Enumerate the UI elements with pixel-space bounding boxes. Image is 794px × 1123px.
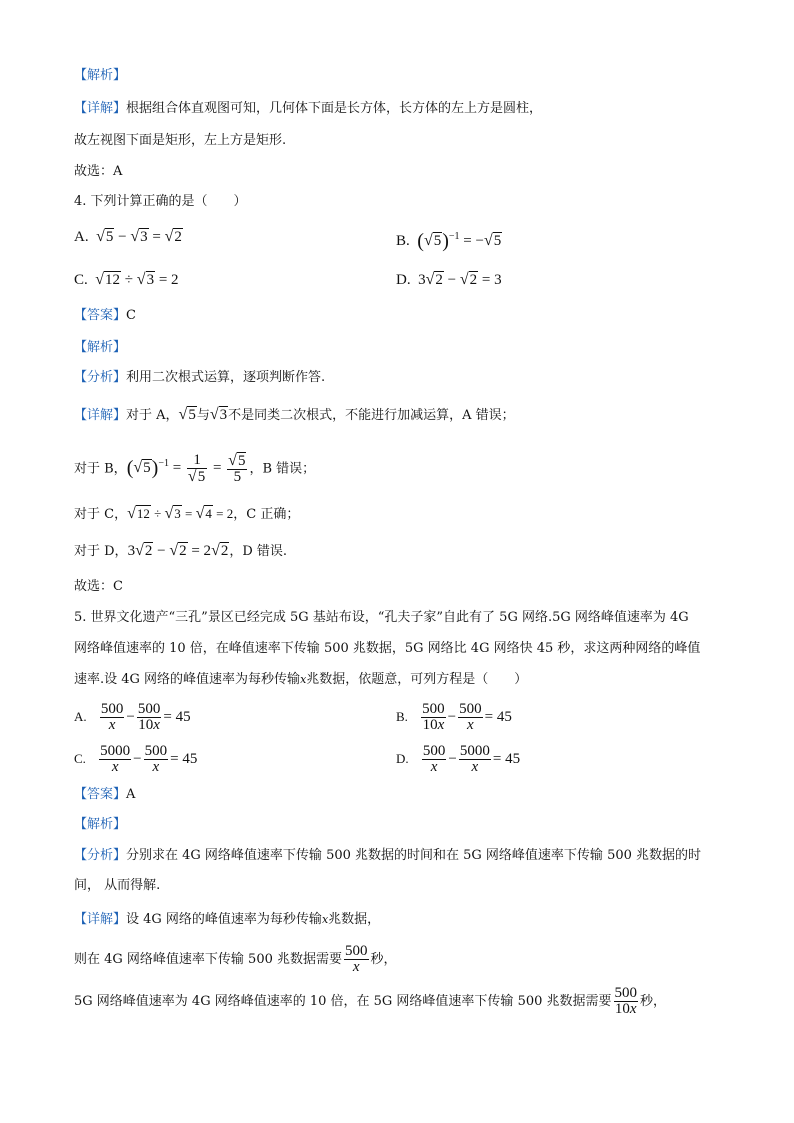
xiangjie-tag: 【详解】	[74, 408, 127, 423]
xiangjie-line-2: 故左视图下面是矩形，左上方是矩形.	[74, 133, 287, 148]
q5-option-c: C. $\frac{5000}{x}$ − $\frac{500}{x}$ = 45	[74, 743, 198, 775]
q4-stem: 4. 下列计算正确的是（ ）	[74, 194, 247, 209]
text-segment: 则在 4G 网络峰值速率下传输 500 兆数据需要	[74, 952, 342, 967]
text-segment: ，B 错误；	[249, 461, 316, 477]
text-segment: 对于 B，	[74, 461, 127, 477]
text-segment: 速率.设 4G 网络的峰值速率为每秒传输	[74, 672, 301, 687]
text-segment: 秒，	[640, 994, 667, 1009]
q4-option-c: C. √12 ÷ √3 = 2	[74, 271, 179, 288]
answer-tag: 【答案】	[74, 787, 127, 802]
text-segment: 兆数据，依题意，可列方程是（ ）	[306, 672, 528, 687]
option-label: C.	[74, 750, 86, 766]
xiangjie-tag: 【详解】	[74, 101, 127, 116]
q4-option-b: B. $(√5)^{-1} = -√5$	[396, 230, 502, 252]
q5-xiangjie-1	[74, 910, 380, 930]
q5-stem-2: 网络峰值速率的 10 倍，在峰值速率下传输 500 兆数据，5G 网络比 4G 网络快 45 秒，求这两种网络的峰值	[74, 641, 701, 656]
q5-stem-3	[74, 670, 527, 690]
q4-fenxi	[74, 368, 325, 388]
q5-option-b: B. $\frac{500}{10x}$ − $\frac{500}{x}$ = 45	[396, 701, 512, 733]
text-segment: 兆数据，	[328, 912, 381, 927]
variable-x: x	[300, 673, 307, 686]
text-segment: ，C 正确；	[233, 507, 300, 522]
text-segment: 与	[196, 408, 210, 423]
q5-xiangjie-3: 5G 网络峰值速率为 4G 网络峰值速率的 10 倍，在 5G 网络峰值速率下传输 500 兆数据需要 $\frac{500}{10x}$ 秒，	[74, 985, 667, 1017]
option-label: B.	[396, 233, 410, 249]
q5-stem-1: 5. 世界文化遗产“三孔”景区已经完成 5G 基站布设，“孔夫子家”自此有了 5G 网络.5G 网络峰值速率为 4G	[74, 610, 689, 625]
text-segment: 对于 C，	[74, 507, 128, 522]
answer-tag: 【答案】	[74, 308, 127, 323]
fenxi-text: 分别求在 4G 网络峰值速率下传输 500 兆数据的时间和在 5G 网络峰值速率下传输 500 兆数据的时	[126, 848, 702, 863]
text-segment: 对于 A，	[126, 408, 179, 423]
option-label: D.	[396, 750, 409, 766]
q4-xiangjie-c: 对于 C，√12 ÷ √3 = √4 = 2，C 正确；	[74, 505, 300, 522]
fenxi-tag: 【分析】	[74, 848, 127, 863]
option-label: A.	[74, 708, 87, 724]
xiangjie-tag: 【详解】	[74, 912, 127, 927]
q4-xiangjie-a: 【详解】对于 A，√5与√3不是同类二次根式，不能进行加减运算，A 错误；	[74, 406, 515, 423]
q5-jiexi-heading: 【解析】	[74, 817, 127, 832]
text-segment: 对于 D，	[74, 544, 128, 559]
text-segment: 秒，	[370, 952, 397, 967]
answer-value: C	[126, 308, 136, 323]
q4-answer	[74, 306, 136, 326]
xiangjie-line-1	[74, 99, 542, 119]
q4-option-a: A. √5 − √3 = √2	[74, 228, 182, 245]
q5-option-a: A. $\frac{500}{x}$ − $\frac{500}{10x}$ = 45	[74, 701, 191, 733]
answer-line-1: 故选：A	[74, 164, 123, 179]
q4-final: 故选：C	[74, 579, 123, 594]
q5-fenxi-2: 间， 从而得解.	[74, 878, 161, 893]
q4-xiangjie-d: 对于 D，3√2 − √2 = 2√2，D 错误.	[74, 542, 288, 559]
jiexi-heading-1: 【解析】	[74, 68, 127, 83]
option-label: C.	[74, 272, 88, 288]
q4-option-d: D. 3√2 − √2 = 3	[396, 271, 502, 288]
option-label: B.	[396, 708, 408, 724]
q4-xiangjie-b: 对于 B，$(√5)^{-1}$ = $\frac{1}{√5}$ = $\frac{√5}{5}$ ，B 错误；	[74, 452, 316, 485]
text-segment: 5G 网络峰值速率为 4G 网络峰值速率的 10 倍，在 5G 网络峰值速率下传输 500 兆数据需要	[74, 994, 612, 1009]
text-segment: ，D 错误.	[229, 544, 288, 559]
option-label: D.	[396, 272, 411, 288]
fenxi-tag: 【分析】	[74, 370, 127, 385]
text-segment: 不是同类二次根式，不能进行加减运算，A 错误；	[228, 408, 515, 423]
answer-value: A	[126, 787, 136, 802]
variable-x: x	[321, 913, 329, 926]
q4-jiexi-heading: 【解析】	[74, 340, 127, 355]
q5-xiangjie-2: 则在 4G 网络峰值速率下传输 500 兆数据需要 $\frac{500}{x}$ 秒，	[74, 943, 397, 975]
xiangjie-text: 根据组合体直观图可知，几何体下面是长方体，长方体的左上方是圆柱，	[126, 101, 543, 116]
q5-option-d: D. $\frac{500}{x}$ − $\frac{5000}{x}$ = 45	[396, 743, 521, 775]
text-segment: 设 4G 网络的峰值速率为每秒传输	[126, 912, 322, 927]
fenxi-text: 利用二次根式运算，逐项判断作答.	[126, 370, 326, 385]
option-label: A.	[74, 229, 89, 245]
q5-answer	[74, 785, 135, 805]
q5-fenxi-1	[74, 846, 701, 866]
